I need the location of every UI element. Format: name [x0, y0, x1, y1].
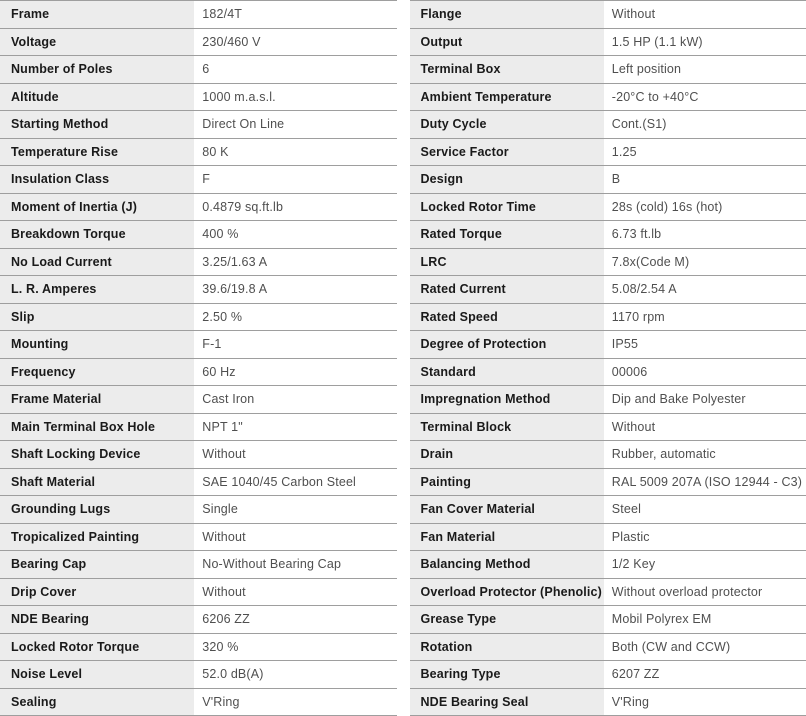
spec-row: [410, 304, 806, 332]
spec-row: [0, 414, 397, 442]
spec-value: Without: [604, 1, 806, 28]
spec-row: [0, 331, 397, 359]
spec-value: Direct On Line: [194, 111, 396, 138]
spec-row: [410, 414, 806, 442]
spec-row: [0, 276, 397, 304]
spec-label: Main Terminal Box Hole: [0, 414, 194, 441]
spec-value: F-1: [194, 331, 396, 358]
spec-row: [410, 579, 806, 607]
spec-value: 6206 ZZ: [194, 606, 396, 633]
spec-row: [0, 496, 397, 524]
spec-value: F: [194, 166, 396, 193]
spec-row: [0, 469, 397, 497]
spec-label: Rated Speed: [410, 304, 604, 331]
spec-value: 52.0 dB(A): [194, 661, 396, 688]
spec-label: Balancing Method: [410, 551, 604, 578]
spec-value: Steel: [604, 496, 806, 523]
spec-value: Left position: [604, 56, 806, 83]
spec-label: Shaft Material: [0, 469, 194, 496]
spec-value: 1/2 Key: [604, 551, 806, 578]
spec-row: [0, 386, 397, 414]
spec-label: Flange: [410, 1, 604, 28]
spec-label: Rotation: [410, 634, 604, 661]
spec-value: Mobil Polyrex EM: [604, 606, 806, 633]
spec-label: Temperature Rise: [0, 139, 194, 166]
spec-row: [0, 441, 397, 469]
spec-label: Insulation Class: [0, 166, 194, 193]
spec-row: [410, 221, 806, 249]
spec-label: NDE Bearing: [0, 606, 194, 633]
spec-value: 60 Hz: [194, 359, 396, 386]
spec-label: Number of Poles: [0, 56, 194, 83]
spec-label: Voltage: [0, 29, 194, 56]
spec-label: Moment of Inertia (J): [0, 194, 194, 221]
spec-label: Starting Method: [0, 111, 194, 138]
spec-value: V'Ring: [194, 689, 396, 716]
spec-value: 182/4T: [194, 1, 396, 28]
spec-label: Fan Cover Material: [410, 496, 604, 523]
spec-row: [0, 1, 397, 29]
spec-row: [410, 689, 806, 716]
spec-label: Frequency: [0, 359, 194, 386]
spec-label: NDE Bearing Seal: [410, 689, 604, 716]
spec-row: [410, 496, 806, 524]
spec-label: Impregnation Method: [410, 386, 604, 413]
spec-label: Altitude: [0, 84, 194, 111]
spec-label: Fan Material: [410, 524, 604, 551]
spec-row: [410, 166, 806, 194]
spec-value: Without: [194, 579, 396, 606]
spec-label: Mounting: [0, 331, 194, 358]
spec-label: Degree of Protection: [410, 331, 604, 358]
spec-label: LRC: [410, 249, 604, 276]
spec-row: [0, 359, 397, 387]
spec-row: [0, 84, 397, 112]
spec-value: 6207 ZZ: [604, 661, 806, 688]
spec-label: Standard: [410, 359, 604, 386]
spec-value: Single: [194, 496, 396, 523]
spec-row: [410, 56, 806, 84]
spec-value: 3.25/1.63 A: [194, 249, 396, 276]
spec-value: IP55: [604, 331, 806, 358]
spec-value: 1170 rpm: [604, 304, 806, 331]
spec-row: [0, 689, 397, 716]
spec-label: Output: [410, 29, 604, 56]
spec-value: 1.25: [604, 139, 806, 166]
spec-row: [410, 111, 806, 139]
spec-value: 0.4879 sq.ft.lb: [194, 194, 396, 221]
spec-row: [0, 606, 397, 634]
spec-value: Rubber, automatic: [604, 441, 806, 468]
spec-label: Bearing Type: [410, 661, 604, 688]
spec-row: [410, 441, 806, 469]
spec-label: Ambient Temperature: [410, 84, 604, 111]
spec-label: Terminal Box: [410, 56, 604, 83]
spec-value: 2.50 %: [194, 304, 396, 331]
spec-label: Terminal Block: [410, 414, 604, 441]
spec-value: 1000 m.a.s.l.: [194, 84, 396, 111]
spec-value: Cast Iron: [194, 386, 396, 413]
spec-table-left: [0, 0, 397, 716]
spec-row: [410, 194, 806, 222]
spec-label: Breakdown Torque: [0, 221, 194, 248]
spec-value: Dip and Bake Polyester: [604, 386, 806, 413]
spec-value: 6.73 ft.lb: [604, 221, 806, 248]
spec-label: Design: [410, 166, 604, 193]
spec-label: Slip: [0, 304, 194, 331]
spec-row: [410, 386, 806, 414]
spec-row: [410, 634, 806, 662]
spec-value: V'Ring: [604, 689, 806, 716]
spec-value: 28s (cold) 16s (hot): [604, 194, 806, 221]
spec-row: [410, 249, 806, 277]
spec-row: [0, 194, 397, 222]
spec-row: [410, 359, 806, 387]
spec-label: Bearing Cap: [0, 551, 194, 578]
spec-value: Cont.(S1): [604, 111, 806, 138]
spec-value: -20°C to +40°C: [604, 84, 806, 111]
spec-value: RAL 5009 207A (ISO 12944 - C3): [604, 469, 806, 496]
spec-row: [410, 469, 806, 497]
spec-label: Frame: [0, 1, 194, 28]
spec-row: [0, 579, 397, 607]
spec-label: Drip Cover: [0, 579, 194, 606]
spec-row: [410, 84, 806, 112]
spec-label: Drain: [410, 441, 604, 468]
spec-row: [0, 551, 397, 579]
spec-row: [0, 166, 397, 194]
spec-value: Both (CW and CCW): [604, 634, 806, 661]
spec-value: 39.6/19.8 A: [194, 276, 396, 303]
spec-value: No-Without Bearing Cap: [194, 551, 396, 578]
spec-row: [0, 661, 397, 689]
spec-label: L. R. Amperes: [0, 276, 194, 303]
spec-label: Locked Rotor Time: [410, 194, 604, 221]
spec-value: Plastic: [604, 524, 806, 551]
spec-label: Duty Cycle: [410, 111, 604, 138]
spec-row: [0, 56, 397, 84]
spec-label: Tropicalized Painting: [0, 524, 194, 551]
spec-row: [410, 139, 806, 167]
spec-label: Grounding Lugs: [0, 496, 194, 523]
spec-row: [410, 551, 806, 579]
spec-value: 5.08/2.54 A: [604, 276, 806, 303]
spec-value: 80 K: [194, 139, 396, 166]
spec-value: 400 %: [194, 221, 396, 248]
spec-label: Shaft Locking Device: [0, 441, 194, 468]
spec-row: [0, 111, 397, 139]
spec-value: 7.8x(Code M): [604, 249, 806, 276]
spec-row: [0, 634, 397, 662]
spec-row: [0, 139, 397, 167]
spec-label: Rated Torque: [410, 221, 604, 248]
spec-label: Noise Level: [0, 661, 194, 688]
spec-row: [0, 249, 397, 277]
spec-value: Without: [604, 414, 806, 441]
spec-row: [410, 276, 806, 304]
spec-table-right: [410, 0, 806, 716]
spec-row: [410, 331, 806, 359]
spec-row: [0, 29, 397, 57]
spec-value: 320 %: [194, 634, 396, 661]
spec-row: [0, 304, 397, 332]
spec-label: Sealing: [0, 689, 194, 716]
spec-row: [410, 1, 806, 29]
spec-label: Grease Type: [410, 606, 604, 633]
spec-label: Painting: [410, 469, 604, 496]
spec-label: Rated Current: [410, 276, 604, 303]
spec-row: [410, 661, 806, 689]
spec-value: SAE 1040/45 Carbon Steel: [194, 469, 396, 496]
spec-value: 1.5 HP (1.1 kW): [604, 29, 806, 56]
spec-label: Locked Rotor Torque: [0, 634, 194, 661]
spec-value: 230/460 V: [194, 29, 396, 56]
spec-label: No Load Current: [0, 249, 194, 276]
spec-value: Without: [194, 441, 396, 468]
spec-label: Service Factor: [410, 139, 604, 166]
spec-value: Without: [194, 524, 396, 551]
spec-label: Frame Material: [0, 386, 194, 413]
spec-value: Without overload protector: [604, 579, 806, 606]
spec-row: [0, 221, 397, 249]
spec-label: Overload Protector (Phenolic): [410, 579, 604, 606]
spec-value: NPT 1": [194, 414, 396, 441]
spec-value: 00006: [604, 359, 806, 386]
spec-value: B: [604, 166, 806, 193]
spec-row: [410, 29, 806, 57]
spec-value: 6: [194, 56, 396, 83]
spec-row: [410, 606, 806, 634]
spec-row: [0, 524, 397, 552]
spec-row: [410, 524, 806, 552]
